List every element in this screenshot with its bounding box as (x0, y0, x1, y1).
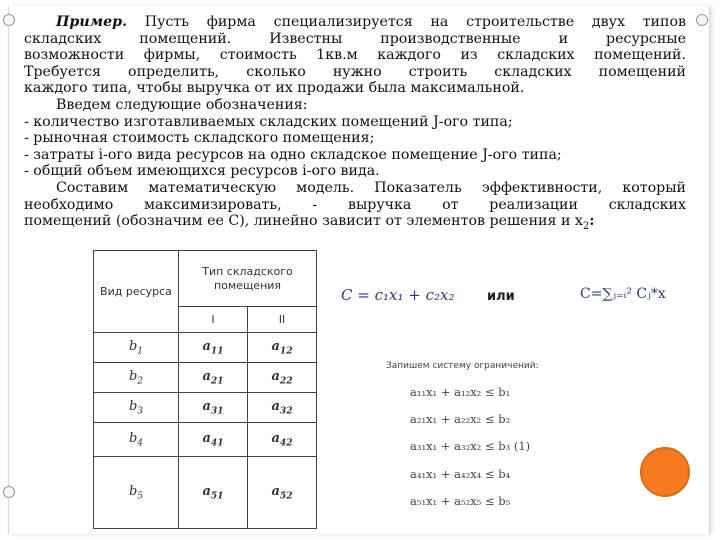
b-letter: b (128, 338, 138, 354)
b-letter: b (128, 430, 138, 446)
b-letter: b (128, 483, 138, 499)
table-row (94, 333, 317, 363)
table-cell (179, 423, 248, 457)
frame-dot-bottom-left (3, 486, 15, 498)
objective-formula: C = c₁x₁ + c₂x₂ (341, 286, 455, 304)
a-index: 42 (279, 437, 293, 449)
table-cell (94, 423, 179, 457)
list-item-2: - рыночная стоимость складского помещения; (24, 130, 375, 147)
table-row (94, 393, 317, 423)
b-index: 2 (137, 376, 144, 387)
table-cell (179, 363, 248, 393)
table-cell (179, 393, 248, 423)
text-line-9-body: помещений (обозначим ее С), линейно зависит от элементов решения и x (24, 213, 583, 230)
a-index: 32 (279, 405, 293, 417)
or-label: или (487, 289, 515, 304)
text-line-2: складских помещений. Известны производственные и ресурсные (24, 30, 686, 47)
a-index: 12 (279, 345, 293, 357)
table-cell (179, 457, 248, 529)
list-item-4: - общий объем имеющихся ресурсов i-ого вида. (24, 163, 380, 180)
a-index: 11 (210, 345, 224, 357)
text-line-9-end: : (589, 213, 595, 230)
list-item-1: - количество изготавливаемых складских помещений J-ого типа; (24, 113, 513, 130)
a-letter: a (202, 338, 211, 354)
frame-dot-top-right (696, 14, 708, 26)
table-cell (247, 393, 316, 423)
a-letter: a (271, 398, 280, 414)
text-line-5: каждого типа, чтобы выручка от их продажи была максимальной. (24, 80, 525, 97)
sub-header-2: II (247, 307, 316, 333)
table-cell (247, 423, 316, 457)
a-index: 52 (279, 490, 293, 502)
a-index: 51 (210, 490, 224, 502)
b-letter: b (128, 398, 138, 414)
b-index: 1 (137, 346, 144, 357)
a-index: 31 (210, 405, 224, 417)
table-cell (94, 333, 179, 363)
col-header-resource: Вид ресурса (94, 251, 179, 333)
main-text (24, 14, 686, 236)
a-letter: a (202, 368, 211, 384)
text-line-1-body: Пусть фирма специализируется на строительстве двух типов (144, 14, 686, 30)
text-line-9 (24, 213, 686, 235)
b-index: 5 (137, 491, 144, 502)
constraint-line-4: a₄₁x₁ + a₄₂x₄ ≤ b₄ (410, 467, 511, 481)
text-line-3: возможности фирмы, стоимость 1кв.м каждого из складских помещений. (24, 47, 686, 64)
a-index: 22 (279, 375, 293, 387)
orange-circle-decoration (640, 447, 690, 497)
a-index: 21 (210, 375, 224, 387)
col-header-type: Тип складского помещения (179, 251, 317, 307)
table-cell (94, 457, 179, 529)
constraints-title: Запишем систему ограничений: (386, 361, 539, 371)
a-letter: a (271, 368, 280, 384)
text-line-8: необходимо максимизировать, - выручка от реализации складских (24, 196, 686, 213)
table-row (94, 423, 317, 457)
text-line-4: Требуется определить, сколько нужно строить складских помещений (24, 63, 686, 80)
b-index: 4 (137, 438, 144, 449)
frame-dot-top-left (3, 14, 15, 26)
constraint-line-2: a₂₁x₁ + a₂₂x₂ ≤ b₂ (410, 412, 511, 426)
table-row (94, 363, 317, 393)
table-cell (247, 363, 316, 393)
table-row (94, 457, 317, 529)
a-letter: a (271, 430, 280, 446)
table-cell (247, 333, 316, 363)
a-letter: a (202, 398, 211, 414)
a-letter: a (202, 483, 211, 499)
text-line-6: Введем следующие обозначения: (56, 96, 308, 113)
sub-header-1: I (179, 307, 248, 333)
text-line-9-sub: 2 (582, 220, 590, 232)
constraint-line-5: a₅₁x₁ + a₅₂x₅ ≤ b₅ (410, 494, 511, 508)
example-heading: Пример. (56, 14, 128, 30)
text-line-7: Составим математическую модель. Показатель эффективности, который (56, 179, 686, 196)
text-line-1 (24, 14, 686, 31)
a-letter: a (271, 338, 280, 354)
list-item-3: - затраты i-ого вида ресурсов на одно складское помещение J-ого типа; (24, 146, 562, 163)
table-cell (94, 393, 179, 423)
a-index: 41 (210, 437, 224, 449)
sum-formula: C=∑ⱼ₌ᵢ² Cⱼ*x (580, 286, 666, 302)
b-letter: b (128, 368, 138, 384)
table-cell (247, 457, 316, 529)
b-index: 3 (137, 406, 144, 417)
resource-table (93, 250, 317, 529)
table-cell (94, 363, 179, 393)
constraint-line-1: a₁₁x₁ + a₁₂x₂ ≤ b₁ (410, 385, 511, 399)
a-letter: a (202, 430, 211, 446)
constraint-line-3: a₃₁x₁ + a₃₂x₂ ≤ b₃ (1) (410, 439, 531, 453)
table-cell (179, 333, 248, 363)
a-letter: a (271, 483, 280, 499)
